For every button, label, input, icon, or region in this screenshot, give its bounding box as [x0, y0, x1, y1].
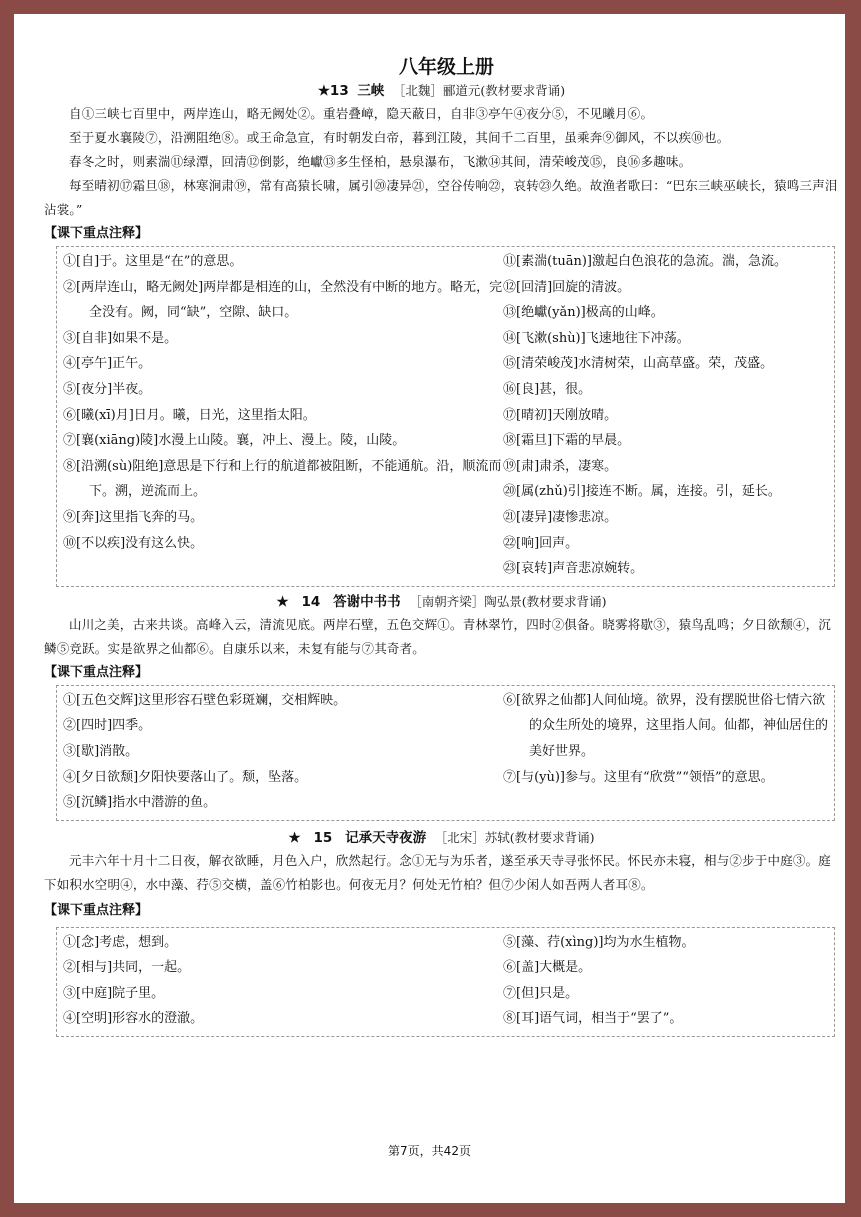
text-paragraph: 至于夏水襄陵⑦，沿溯阻绝⑧。或王命急宣，有时朝发白帝，暮到江陵，其间千二百里，虽乘奔⑨御风，不以疾⑩也。: [69, 130, 730, 145]
text-paragraph: 春冬之时，则素湍⑪绿潭，回清⑫倒影，绝巘⑬多生怪柏，悬泉瀑布，飞漱⑭其间，清荣峻茂⑮，良⑯多趣味。: [69, 154, 692, 169]
lesson-title: 三峡: [357, 83, 385, 99]
document-page: [44, 54, 839, 1037]
text-paragraph: 每至晴初⑰霜旦⑱，林寒涧肃⑲，常有高猿长啸，属引⑳凄异㉑，空谷传响㉒，哀转㉓久绝。故渔者歌曰：“巴东三峡巫峡长，猿鸣三声泪沾裳。”: [44, 178, 838, 217]
note-item: ①[自]于。这里是“在”的意思。: [63, 254, 243, 269]
note-item: ⑧[沿溯(sù)阻绝]意思是下行和上行的航道都被阻断，不能通航。沿，顺流而下。溯，逆流而上。: [63, 458, 502, 500]
lesson-number: 13: [329, 83, 349, 99]
note-item: ⑪[素湍(tuān)]激起白色浪花的急流。湍，急流。: [503, 254, 788, 269]
note-item: ②[四时]四季。: [63, 718, 152, 734]
note-item: ㉒[响]回声。: [503, 535, 579, 551]
note-item: ②[相与]共同，一起。: [63, 960, 191, 976]
notes-title: 【课下重点注释】: [44, 664, 149, 680]
notes-column-right: [503, 249, 828, 582]
note-item: ⑤[沉鳞]指水中潜游的鱼。: [63, 795, 217, 811]
note-item: ⑩[不以疾]没有这么快。: [63, 535, 204, 551]
section-heading: [44, 591, 839, 613]
star-icon: ★: [276, 593, 289, 610]
note-item: ①[念]考虑，想到。: [63, 934, 178, 950]
section-heading: [44, 80, 839, 102]
note-item: ②[两岸连山，略无阙处]两岸都是相连的山，全然没有中断的地方。略无，完全没有。阙，同“缺”，空隙、缺口。: [63, 279, 503, 321]
note-item: ④[夕日欲颓]夕阳快要落山了。颓，坠落。: [63, 769, 308, 785]
notes-column-left: [63, 249, 503, 582]
page-title: 八年级上册: [398, 56, 494, 78]
note-item: ⑥[盖]大概是。: [503, 960, 592, 976]
lesson-title: 记承天寺夜游: [345, 829, 427, 846]
lesson-number: 14: [301, 593, 321, 610]
lesson-title: 答谢中书书: [333, 593, 401, 610]
notes-column-left: [63, 930, 503, 1032]
note-item: ③[歇]消散。: [63, 743, 139, 759]
note-item: ⑨[奔]这里指飞奔的马。: [63, 509, 204, 525]
note-item: ⑧[耳]语气词，相当于“罢了”。: [503, 1011, 683, 1027]
note-item: ⑬[绝巘(yǎn)]极高的山峰。: [503, 305, 664, 321]
note-item: ⑰[晴初]天刚放晴。: [503, 407, 618, 423]
note-item: ⑤[藻、荇(xìng)]均为水生植物。: [503, 934, 695, 950]
note-item: ⑥[曦(xī)月]日月。曦，日光，这里指太阳。: [63, 407, 316, 423]
lesson-source: ［北宋］苏轼(教材要求背诵): [434, 829, 595, 845]
notes-title: 【课下重点注释】: [44, 226, 149, 241]
notes-column-right: [503, 688, 828, 816]
note-item: ⑱[霜旦]下霜的早晨。: [503, 433, 631, 449]
text-paragraph: 元丰六年十月十二日夜，解衣欲睡，月色入户，欣然起行。念①无与为乐者，遂至承天寺寻张怀民。怀民亦未寝，相与②步于中庭③。庭下如积水空明④，水中藻、荇⑤交横，盖⑥竹柏影也。何夜无月？何处无竹柏？但⑦少闲人如吾两人者耳⑧。: [44, 852, 832, 892]
text-paragraph: 山川之美，古来共谈。高峰入云，清流见底。两岸石壁，五色交辉①。青林翠竹，四时②俱备。晓雾将歇③，猿鸟乱鸣；夕日欲颓④，沉鳞⑤竞跃。实是欲界之仙都⑥。自康乐以来，未复有能与⑦其奇者。: [44, 616, 832, 656]
section-daxiezhongshushu: [44, 591, 839, 821]
section-heading: [44, 827, 839, 849]
notes-column-right: [503, 930, 828, 1032]
note-item: ①[五色交辉]这里形容石壁色彩斑斓，交相辉映。: [63, 692, 347, 708]
lesson-number: 15: [313, 829, 333, 846]
note-item: ⑭[飞漱(shù)]飞速地往下冲荡。: [503, 330, 690, 346]
note-item: ⑲[肃]肃杀，凄寒。: [503, 458, 618, 474]
notes-box: [56, 927, 835, 1037]
note-item: ⑫[回清]回旋的清波。: [503, 279, 631, 295]
note-item: ③[自非]如果不是。: [63, 330, 178, 346]
note-item: ⑯[良]甚，很。: [503, 381, 592, 397]
lesson-source: ［南朝齐梁］陶弘景(教材要求背诵): [409, 593, 607, 609]
page-frame: [14, 14, 845, 1203]
text-paragraph: 自①三峡七百里中，两岸连山，略无阙处②。重岩叠嶂，隐天蔽日，自非③亭午④夜分⑤，不见曦月⑥。: [69, 106, 654, 121]
note-item: ⑦[襄(xiāng)陵]水漫上山陵。襄，冲上、漫上。陵，山陵。: [63, 433, 406, 449]
note-item: ④[空明]形容水的澄澈。: [63, 1011, 204, 1027]
notes-column-left: [63, 688, 503, 816]
note-item: ㉑[凄异]凄惨悲凉。: [503, 509, 618, 525]
note-item: ⑥[欲界之仙都]人间仙境。欲界，没有摆脱世俗七情六欲的众生所处的境界，这里指人间。仙都，神仙居住的美好世界。: [503, 692, 829, 759]
notes-box: [56, 685, 835, 821]
note-item: ㉓[哀转]声音悲凉婉转。: [503, 561, 644, 577]
page-footer: 第7页，共42页: [388, 1144, 471, 1158]
note-item: ⑮[清荣峻茂]水清树荣，山高草盛。荣，茂盛。: [503, 356, 774, 372]
note-item: ⑦[与(yù)]参与。这里有“欣赏”“领悟”的意思。: [503, 769, 774, 785]
star-icon: ★: [317, 83, 330, 99]
section-sanxia: [44, 80, 839, 587]
section-jichengtiansiyeyou: [44, 827, 839, 1037]
note-item: ⑤[夜分]半夜。: [63, 381, 152, 397]
note-item: ⑳[属(zhǔ)引]接连不断。属，连接。引，延长。: [503, 484, 781, 500]
note-item: ④[亭午]正午。: [63, 356, 152, 372]
lesson-source: ［北魏］郦道元(教材要求背诵): [392, 83, 566, 98]
notes-box: [56, 246, 835, 587]
star-icon: ★: [288, 829, 301, 846]
note-item: ⑦[但]只是。: [503, 985, 579, 1001]
note-item: ③[中庭]院子里。: [63, 985, 165, 1001]
notes-title: 【课下重点注释】: [44, 902, 149, 918]
